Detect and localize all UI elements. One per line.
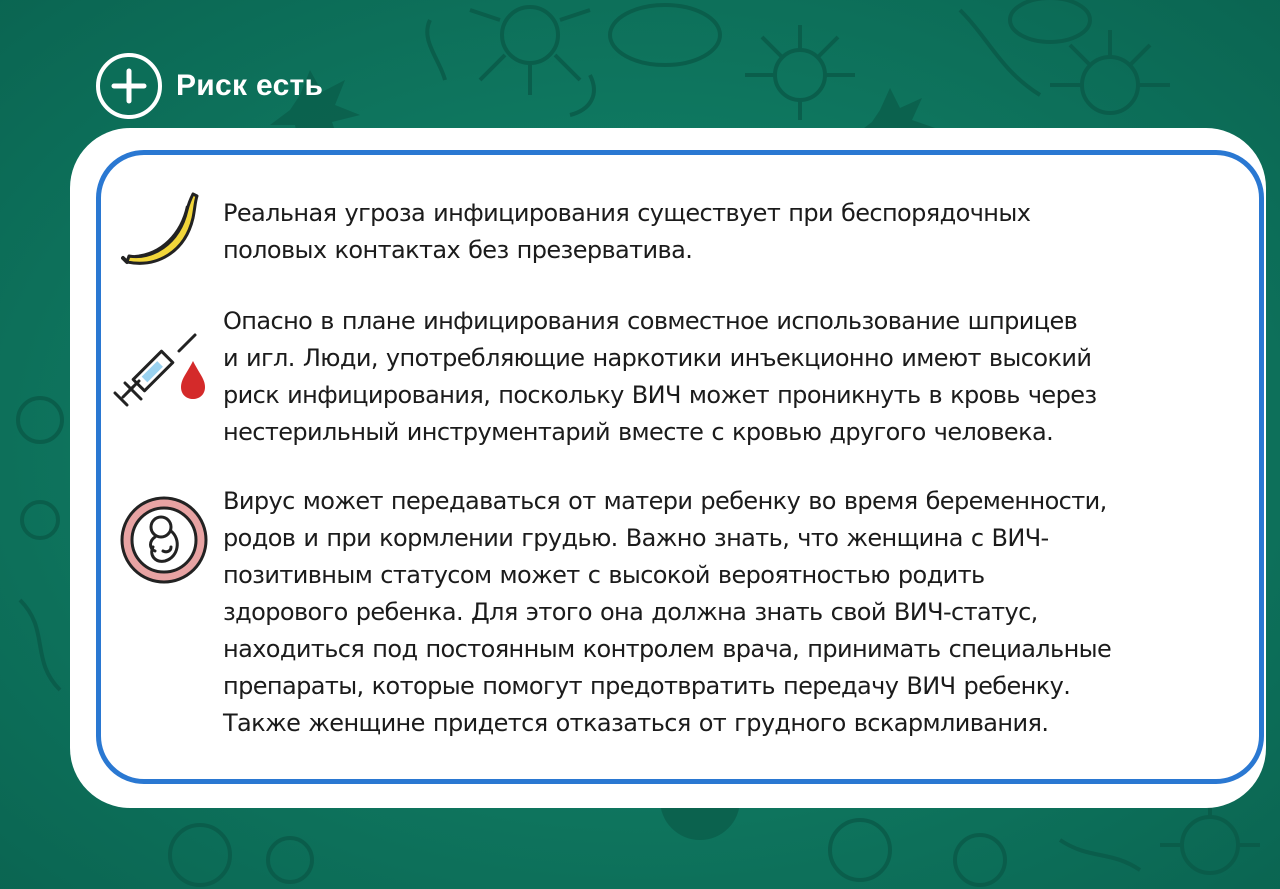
- section-header: [96, 48, 323, 124]
- banana-icon: [121, 190, 201, 275]
- item-text-line: находиться под постоянным контролем врача, принимать специальные: [223, 635, 1112, 663]
- item-text-line: нестерильный инструментарий вместе с кровью другого человека.: [223, 418, 1054, 446]
- item-text-line: Опасно в плане инфицирования совместное использование шприцев: [223, 307, 1078, 335]
- item-text-line: половых контактах без презерватива.: [223, 236, 693, 264]
- item-text-line: позитивным статусом может с высокой вероятностью родить: [223, 561, 985, 589]
- item-text-line: риск инфицирования, поскольку ВИЧ может проникнуть в кровь через: [223, 381, 1097, 409]
- syringe-blood-icon: [109, 331, 209, 426]
- item-text-line: и игл. Люди, употребляющие наркотики инъекционно имеют высокий: [223, 344, 1092, 372]
- info-card-frame: [96, 150, 1264, 784]
- item-text-line: Вирус может передаваться от матери ребенку во время беременности,: [223, 487, 1107, 515]
- fetus-icon: [119, 495, 209, 590]
- item-text-line: Также женщине придется отказаться от грудного вскармливания.: [223, 709, 1049, 737]
- item-text-line: здорового ребенка. Для этого она должна знать свой ВИЧ-статус,: [223, 598, 1038, 626]
- plus-circle-icon: [96, 53, 162, 119]
- section-title: Риск есть: [176, 69, 324, 102]
- item-text-line: препараты, которые помогут предотвратить передачу ВИЧ ребенку.: [223, 672, 1071, 700]
- item-text-line: родов и при кормлении грудью. Важно знать, что женщина с ВИЧ-: [223, 524, 1049, 552]
- item-text-line: Реальная угроза инфицирования существует при беспорядочных: [223, 199, 1031, 227]
